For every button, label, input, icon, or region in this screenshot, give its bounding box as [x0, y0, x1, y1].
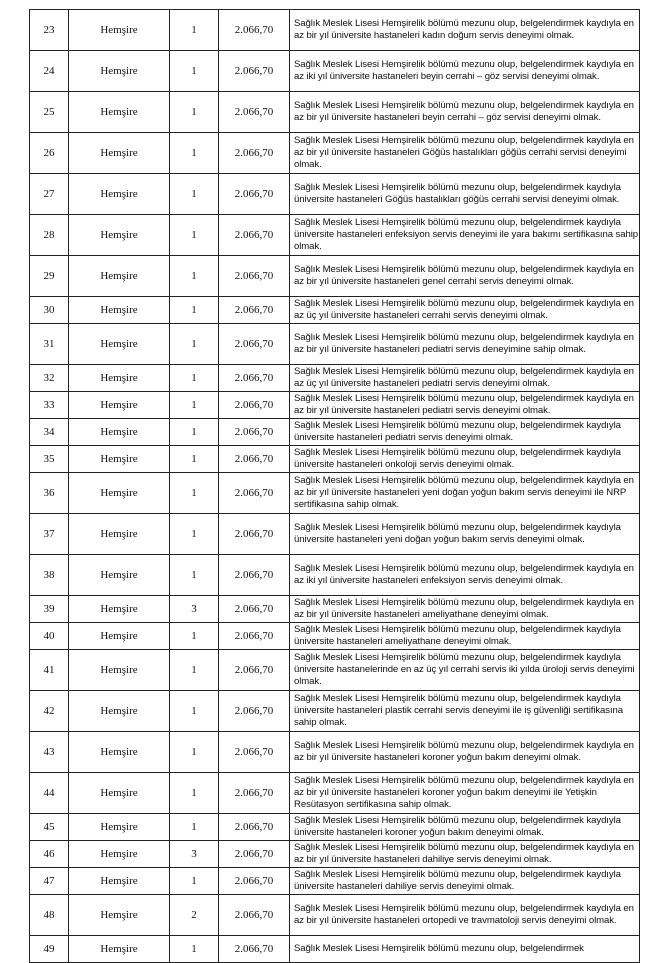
salary-value: 2.066,70: [219, 419, 290, 446]
row-number: 31: [30, 324, 69, 365]
position-count: 1: [170, 215, 219, 256]
position-count: 1: [170, 555, 219, 596]
table-row: [30, 92, 640, 133]
table-row: [30, 133, 640, 174]
row-number: 41: [30, 650, 69, 691]
position-count: 1: [170, 446, 219, 473]
position-count: 1: [170, 650, 219, 691]
table-row: [30, 936, 640, 963]
salary-value: 2.066,70: [219, 895, 290, 936]
row-number: 33: [30, 392, 69, 419]
table-row: [30, 691, 640, 732]
salary-value: 2.066,70: [219, 297, 290, 324]
requirement-text: Sağlık Meslek Lisesi Hemşirelik bölümü mezunu olup, belgelendirmek kaydıyla üniversite hastaneleri ameliyathane deneyimi olmak.: [290, 623, 640, 650]
position-title: Hemşire: [69, 365, 170, 392]
position-title: Hemşire: [69, 215, 170, 256]
position-count: 1: [170, 868, 219, 895]
salary-value: 2.066,70: [219, 650, 290, 691]
position-title: Hemşire: [69, 446, 170, 473]
row-number: 32: [30, 365, 69, 392]
table-row: [30, 419, 640, 446]
row-number: 43: [30, 732, 69, 773]
row-number: 40: [30, 623, 69, 650]
position-title: Hemşire: [69, 514, 170, 555]
row-number: 26: [30, 133, 69, 174]
position-title: Hemşire: [69, 868, 170, 895]
salary-value: 2.066,70: [219, 324, 290, 365]
requirement-text: Sağlık Meslek Lisesi Hemşirelik bölümü mezunu olup, belgelendirmek kaydıyla en az bir yıl üniversite hastaneleri dahiliye servis deneyimi olmak.: [290, 841, 640, 868]
requirement-text: Sağlık Meslek Lisesi Hemşirelik bölümü mezunu olup, belgelendirmek kaydıyla en az bir yıl üniversite hastaneleri koroner yoğun bakım deneyimi ile Yetişkin Resütasyon sertifikasına sahip olmak.: [290, 773, 640, 814]
row-number: 45: [30, 814, 69, 841]
table-row: [30, 10, 640, 51]
requirement-text: Sağlık Meslek Lisesi Hemşirelik bölümü mezunu olup, belgelendirmek kaydıyla en az bir yıl üniversite hastaneleri Göğüs hastalıkları göğüs cerrahi servisi deneyimi olmak.: [290, 133, 640, 174]
position-title: Hemşire: [69, 51, 170, 92]
requirement-text: Sağlık Meslek Lisesi Hemşirelik bölümü mezunu olup, belgelendirmek kaydıyla üniversite hastaneleri plastik cerrahi servis deneyimi ile iş güvenliği sertifikasına sahip olmak.: [290, 691, 640, 732]
salary-value: 2.066,70: [219, 174, 290, 215]
position-count: 1: [170, 473, 219, 514]
position-count: 1: [170, 51, 219, 92]
requirement-text: Sağlık Meslek Lisesi Hemşirelik bölümü mezunu olup, belgelendirmek kaydıyla en az bir yıl üniversite hastaneleri genel cerrahi servis deneyimi olmak.: [290, 256, 640, 297]
position-title: Hemşire: [69, 895, 170, 936]
row-number: 36: [30, 473, 69, 514]
position-count: 1: [170, 10, 219, 51]
requirement-text: Sağlık Meslek Lisesi Hemşirelik bölümü mezunu olup, belgelendirmek kaydıyla en az bir yıl üniversite hastaneleri ameliyathane deneyimi olmak.: [290, 596, 640, 623]
position-title: Hemşire: [69, 256, 170, 297]
row-number: 37: [30, 514, 69, 555]
position-title: Hemşire: [69, 936, 170, 963]
salary-value: 2.066,70: [219, 623, 290, 650]
position-title: Hemşire: [69, 650, 170, 691]
table-row: [30, 473, 640, 514]
position-count: 1: [170, 623, 219, 650]
salary-value: 2.066,70: [219, 936, 290, 963]
table-row: [30, 895, 640, 936]
position-count: 1: [170, 419, 219, 446]
salary-value: 2.066,70: [219, 51, 290, 92]
salary-value: 2.066,70: [219, 446, 290, 473]
table-row: [30, 256, 640, 297]
position-count: 1: [170, 514, 219, 555]
requirement-text: Sağlık Meslek Lisesi Hemşirelik bölümü mezunu olup, belgelendirmek kaydıyla en az bir yıl üniversite hastaneleri beyin cerrahi – göz servisi deneyimi olmak.: [290, 92, 640, 133]
positions-table: [29, 9, 640, 963]
position-title: Hemşire: [69, 174, 170, 215]
requirement-text: Sağlık Meslek Lisesi Hemşirelik bölümü mezunu olup, belgelendirmek kaydıyla en az üç yıl üniversite hastaneleri pediatri servis deneyimi olmak.: [290, 365, 640, 392]
row-number: 42: [30, 691, 69, 732]
position-count: 3: [170, 596, 219, 623]
table-row: [30, 841, 640, 868]
position-title: Hemşire: [69, 555, 170, 596]
table-row: [30, 297, 640, 324]
salary-value: 2.066,70: [219, 514, 290, 555]
position-count: 1: [170, 732, 219, 773]
row-number: 29: [30, 256, 69, 297]
position-title: Hemşire: [69, 92, 170, 133]
position-title: Hemşire: [69, 623, 170, 650]
table-row: [30, 446, 640, 473]
table-row: [30, 868, 640, 895]
row-number: 27: [30, 174, 69, 215]
position-title: Hemşire: [69, 297, 170, 324]
row-number: 39: [30, 596, 69, 623]
requirement-text: Sağlık Meslek Lisesi Hemşirelik bölümü mezunu olup, belgelendirmek kaydıyla en az bir yıl üniversite hastaneleri koroner yoğun bakım deneyimi olmak.: [290, 732, 640, 773]
row-number: 23: [30, 10, 69, 51]
salary-value: 2.066,70: [219, 392, 290, 419]
table-row: [30, 814, 640, 841]
position-title: Hemşire: [69, 691, 170, 732]
table-row: [30, 650, 640, 691]
salary-value: 2.066,70: [219, 841, 290, 868]
position-count: 1: [170, 297, 219, 324]
requirement-text: Sağlık Meslek Lisesi Hemşirelik bölümü mezunu olup, belgelendirmek kaydıyla en az bir yıl üniversite hastaneleri kadın doğum servis deneyimi olmak.: [290, 10, 640, 51]
row-number: 28: [30, 215, 69, 256]
requirement-text: Sağlık Meslek Lisesi Hemşirelik bölümü mezunu olup, belgelendirmek kaydıyla en az iki yıl üniversite hastaneleri enfeksiyon servis deneyimi olmak.: [290, 555, 640, 596]
salary-value: 2.066,70: [219, 868, 290, 895]
requirement-text: Sağlık Meslek Lisesi Hemşirelik bölümü mezunu olup, belgelendirmek kaydıyla en az iki yıl üniversite hastaneleri beyin cerrahi – göz servisi deneyimi olmak.: [290, 51, 640, 92]
row-number: 30: [30, 297, 69, 324]
row-number: 48: [30, 895, 69, 936]
position-title: Hemşire: [69, 392, 170, 419]
requirement-text: Sağlık Meslek Lisesi Hemşirelik bölümü mezunu olup, belgelendirmek kaydıyla üniversite hastanelerinde en az üç yıl cerrahi servis iki yılda üroloji servis deneyimi olmak.: [290, 650, 640, 691]
position-count: 1: [170, 365, 219, 392]
row-number: 34: [30, 419, 69, 446]
table-row: [30, 732, 640, 773]
salary-value: 2.066,70: [219, 596, 290, 623]
salary-value: 2.066,70: [219, 133, 290, 174]
position-count: 1: [170, 773, 219, 814]
salary-value: 2.066,70: [219, 10, 290, 51]
requirement-text: Sağlık Meslek Lisesi Hemşirelik bölümü mezunu olup, belgelendirmek kaydıyla en az üç yıl üniversite hastaneleri cerrahi servis deneyimi olmak.: [290, 297, 640, 324]
position-count: 1: [170, 691, 219, 732]
salary-value: 2.066,70: [219, 814, 290, 841]
position-title: Hemşire: [69, 814, 170, 841]
table-row: [30, 324, 640, 365]
table-row: [30, 365, 640, 392]
position-title: Hemşire: [69, 10, 170, 51]
position-count: 1: [170, 392, 219, 419]
salary-value: 2.066,70: [219, 92, 290, 133]
salary-value: 2.066,70: [219, 256, 290, 297]
salary-value: 2.066,70: [219, 215, 290, 256]
position-count: 1: [170, 936, 219, 963]
requirement-text: Sağlık Meslek Lisesi Hemşirelik bölümü mezunu olup, belgelendirmek: [290, 936, 640, 963]
position-count: 1: [170, 256, 219, 297]
requirement-text: Sağlık Meslek Lisesi Hemşirelik bölümü mezunu olup, belgelendirmek kaydıyla üniversite hastaneleri dahiliye servis deneyimi olmak.: [290, 868, 640, 895]
salary-value: 2.066,70: [219, 473, 290, 514]
table-row: [30, 392, 640, 419]
position-title: Hemşire: [69, 324, 170, 365]
position-title: Hemşire: [69, 596, 170, 623]
row-number: 49: [30, 936, 69, 963]
row-number: 35: [30, 446, 69, 473]
row-number: 46: [30, 841, 69, 868]
position-title: Hemşire: [69, 419, 170, 446]
position-title: Hemşire: [69, 732, 170, 773]
requirement-text: Sağlık Meslek Lisesi Hemşirelik bölümü mezunu olup, belgelendirmek kaydıyla üniversite hastaneleri Göğüs hastalıkları göğüs cerrahi servisi deneyimi olmak.: [290, 174, 640, 215]
position-count: 1: [170, 324, 219, 365]
requirement-text: Sağlık Meslek Lisesi Hemşirelik bölümü mezunu olup, belgelendirmek kaydıyla en az bir yıl üniversite hastaneleri pediatri servis deneyimine sahip olmak.: [290, 324, 640, 365]
position-count: 3: [170, 841, 219, 868]
row-number: 44: [30, 773, 69, 814]
requirement-text: Sağlık Meslek Lisesi Hemşirelik bölümü mezunu olup, belgelendirmek kaydıyla üniversite hastaneleri yeni doğan yoğun bakım servis deneyimi olmak.: [290, 514, 640, 555]
table-row: [30, 215, 640, 256]
salary-value: 2.066,70: [219, 773, 290, 814]
position-count: 1: [170, 133, 219, 174]
table-row: [30, 51, 640, 92]
position-title: Hemşire: [69, 133, 170, 174]
table-row: [30, 596, 640, 623]
requirement-text: Sağlık Meslek Lisesi Hemşirelik bölümü mezunu olup, belgelendirmek kaydıyla üniversite hastaneleri enfeksiyon servis deneyimi ile yara bakımı sertifikasına sahip olmak.: [290, 215, 640, 256]
row-number: 38: [30, 555, 69, 596]
position-count: 1: [170, 174, 219, 215]
salary-value: 2.066,70: [219, 732, 290, 773]
position-title: Hemşire: [69, 841, 170, 868]
row-number: 25: [30, 92, 69, 133]
table-row: [30, 174, 640, 215]
requirement-text: Sağlık Meslek Lisesi Hemşirelik bölümü mezunu olup, belgelendirmek kaydıyla en az bir yıl üniversite hastaneleri ortopedi ve travmatoloji servis deneyimi olmak.: [290, 895, 640, 936]
table-row: [30, 555, 640, 596]
requirement-text: Sağlık Meslek Lisesi Hemşirelik bölümü mezunu olup, belgelendirmek kaydıyla üniversite hastaneleri onkoloji servis deneyimi olmak.: [290, 446, 640, 473]
requirement-text: Sağlık Meslek Lisesi Hemşirelik bölümü mezunu olup, belgelendirmek kaydıyla en az bir yıl üniversite hastaneleri yeni doğan yoğun bakım servis deneyimi ile NRP sertifikasına sahip olmak.: [290, 473, 640, 514]
requirement-text: Sağlık Meslek Lisesi Hemşirelik bölümü mezunu olup, belgelendirmek kaydıyla üniversite hastaneleri koroner yoğun bakım deneyimi olmak.: [290, 814, 640, 841]
table-row: [30, 514, 640, 555]
salary-value: 2.066,70: [219, 365, 290, 392]
position-title: Hemşire: [69, 473, 170, 514]
requirement-text: Sağlık Meslek Lisesi Hemşirelik bölümü mezunu olup, belgelendirmek kaydıyla üniversite hastaneleri pediatri servis deneyimi olmak.: [290, 419, 640, 446]
position-title: Hemşire: [69, 773, 170, 814]
position-count: 1: [170, 92, 219, 133]
position-count: 2: [170, 895, 219, 936]
row-number: 47: [30, 868, 69, 895]
table-row: [30, 623, 640, 650]
row-number: 24: [30, 51, 69, 92]
salary-value: 2.066,70: [219, 555, 290, 596]
positions-table-body: [30, 10, 640, 963]
requirement-text: Sağlık Meslek Lisesi Hemşirelik bölümü mezunu olup, belgelendirmek kaydıyla en az bir yıl üniversite hastaneleri pediatri servis deneyimi olmak.: [290, 392, 640, 419]
table-row: [30, 773, 640, 814]
salary-value: 2.066,70: [219, 691, 290, 732]
position-count: 1: [170, 814, 219, 841]
